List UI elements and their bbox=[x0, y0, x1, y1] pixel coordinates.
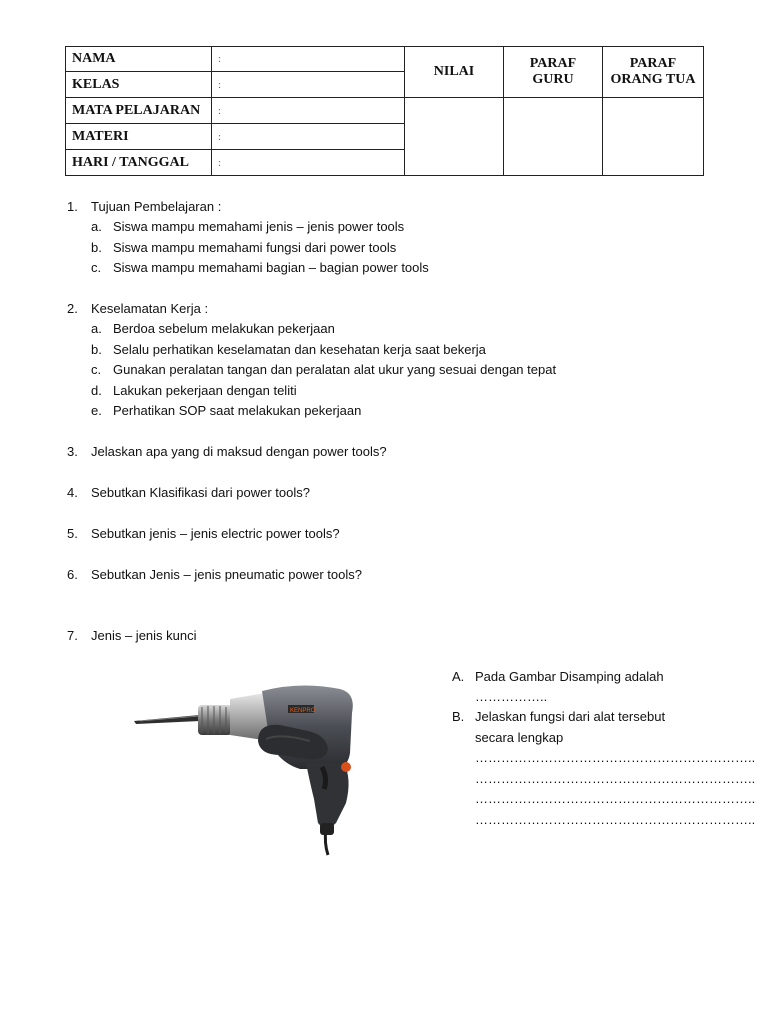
label-hari-tanggal: HARI / TANGGAL bbox=[66, 150, 212, 176]
question-b-text-cont: secara lengkap bbox=[475, 730, 564, 745]
item-letter: b. bbox=[91, 240, 102, 255]
answer-b-line-3[interactable]: ……………………………………………………….. bbox=[475, 791, 756, 806]
header-paraf-ortu bbox=[603, 47, 704, 98]
list-item: Siswa mampu memahami bagian – bagian power tools bbox=[113, 260, 429, 275]
list-item: Siswa mampu memahami fungsi dari power tools bbox=[113, 240, 397, 255]
question-number: 3. bbox=[67, 444, 78, 459]
question-text: Jenis – jenis kunci bbox=[91, 628, 197, 643]
paraf-ortu-box[interactable] bbox=[603, 98, 704, 176]
paraf-ortu-line2: ORANG TUA bbox=[610, 72, 696, 87]
identity-table bbox=[65, 46, 704, 176]
section-number: 1. bbox=[67, 199, 78, 214]
field-kelas[interactable]: : bbox=[212, 72, 405, 98]
paraf-guru-box[interactable] bbox=[504, 98, 603, 176]
item-letter: c. bbox=[91, 362, 102, 377]
section-title: Tujuan Pembelajaran : bbox=[91, 199, 222, 214]
list-item: Lakukan pekerjaan dengan teliti bbox=[113, 383, 297, 398]
item-letter: a. bbox=[91, 219, 102, 234]
list-item: Selalu perhatikan keselamatan dan kesehatan kerja saat bekerja bbox=[113, 342, 486, 357]
paraf-ortu-line1: PARAF bbox=[629, 56, 677, 71]
paraf-guru-line1: PARAF bbox=[529, 56, 577, 71]
section-title: Keselamatan Kerja : bbox=[91, 301, 209, 316]
field-nama[interactable]: : bbox=[212, 47, 405, 72]
paraf-guru-line2: GURU bbox=[532, 72, 574, 87]
question-number: 4. bbox=[67, 485, 78, 500]
question-text: Sebutkan Jenis – jenis pneumatic power tools? bbox=[91, 567, 362, 582]
answer-b-line-2[interactable]: ……………………………………………………….. bbox=[475, 771, 756, 786]
label-kelas: KELAS bbox=[66, 72, 212, 98]
label-nama: NAMA bbox=[66, 47, 212, 72]
item-letter: a. bbox=[91, 321, 102, 336]
label-mata-pelajaran: MATA PELAJARAN bbox=[66, 98, 212, 124]
question-a-text: Pada Gambar Disamping adalah bbox=[475, 669, 664, 684]
label-materi: MATERI bbox=[66, 124, 212, 150]
field-materi[interactable]: : bbox=[212, 124, 405, 150]
list-item: Gunakan peralatan tangan dan peralatan alat ukur yang sesuai dengan tepat bbox=[113, 362, 557, 377]
list-item: Siswa mampu memahami jenis – jenis power tools bbox=[113, 219, 405, 234]
header-paraf-guru bbox=[504, 47, 603, 98]
question-text: Sebutkan Klasifikasi dari power tools? bbox=[91, 485, 310, 500]
item-letter: c. bbox=[91, 260, 102, 275]
item-letter: e. bbox=[91, 403, 102, 418]
question-text: Sebutkan jenis – jenis electric power tools? bbox=[91, 526, 340, 541]
drill-brand-label: KENPRO bbox=[290, 708, 316, 714]
nilai-box[interactable] bbox=[405, 98, 504, 176]
question-number: 7. bbox=[67, 628, 78, 643]
answer-b-line-4[interactable]: ……………………………………………………….. bbox=[475, 812, 756, 827]
list-item: Berdoa sebelum melakukan pekerjaan bbox=[113, 321, 335, 336]
question-text: Jelaskan apa yang di maksud dengan power tools? bbox=[91, 444, 387, 459]
header-nilai: NILAI bbox=[405, 47, 504, 98]
answer-a-blank[interactable]: …………….. bbox=[475, 689, 548, 704]
field-hari-tanggal[interactable]: : bbox=[212, 150, 405, 176]
answer-b-line-1[interactable]: ……………………………………………………….. bbox=[475, 750, 756, 765]
question-b-letter: B. bbox=[452, 709, 465, 724]
item-letter: d. bbox=[91, 383, 102, 398]
field-mata-pelajaran[interactable]: : bbox=[212, 98, 405, 124]
power-drill-image bbox=[130, 683, 370, 858]
question-number: 6. bbox=[67, 567, 78, 582]
question-a-letter: A. bbox=[452, 669, 465, 684]
item-letter: b. bbox=[91, 342, 102, 357]
section-number: 2. bbox=[67, 301, 78, 316]
question-b-text: Jelaskan fungsi dari alat tersebut bbox=[475, 709, 666, 724]
list-item: Perhatikan SOP saat melakukan pekerjaan bbox=[113, 403, 362, 418]
question-number: 5. bbox=[67, 526, 78, 541]
